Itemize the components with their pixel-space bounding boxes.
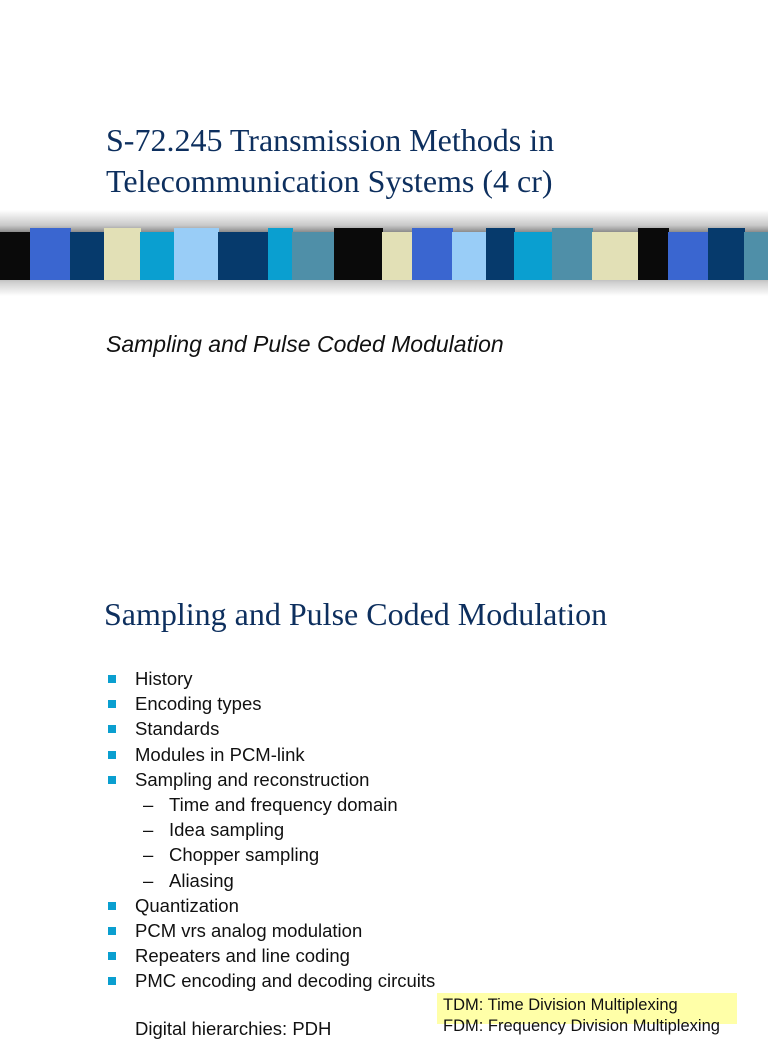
sub-bullet-item [106, 842, 436, 867]
abbreviation-note [437, 993, 737, 1035]
band-stripe [708, 228, 745, 280]
band-stripe [744, 232, 768, 280]
band-stripe [218, 232, 269, 280]
slide-title-line-1: S-72.245 Transmission Methods in [106, 122, 555, 158]
bullet-item [106, 968, 436, 993]
bullet-item [106, 918, 436, 943]
note-line-tdm: TDM: Time Division Multiplexing [443, 996, 678, 1014]
slide-subtitle: Sampling and Pulse Coded Modulation [106, 331, 504, 357]
square-bullet-icon [108, 700, 116, 708]
band-stripe [268, 228, 293, 280]
band-stripe [174, 228, 219, 280]
bullet-text: Modules in PCM-link [135, 743, 305, 765]
slide2-title: Sampling and Pulse Coded Modulation [104, 596, 608, 632]
bullet-text: Chopper sampling [169, 844, 320, 866]
band-stripe [668, 232, 709, 280]
bullet-item [106, 742, 436, 767]
band-stripe [638, 228, 669, 280]
square-bullet-icon [108, 927, 116, 935]
sub-bullet-item [106, 817, 436, 842]
band-stripe [0, 232, 31, 280]
cut-off-bullet-text: Digital hierarchies: PDH [135, 1018, 332, 1039]
square-bullet-icon [108, 776, 116, 784]
sub-bullet-item [106, 792, 436, 817]
square-bullet-icon [108, 725, 116, 733]
color-band-stripes [0, 226, 768, 286]
band-stripe [552, 228, 593, 280]
bullet-text: Encoding types [135, 693, 262, 715]
square-bullet-icon [108, 977, 116, 985]
band-stripe [452, 232, 487, 280]
bullet-item [106, 767, 436, 792]
square-bullet-icon [108, 751, 116, 759]
band-stripe [140, 232, 175, 280]
band-stripe [70, 232, 105, 280]
bullet-text: Quantization [135, 894, 239, 916]
decorative-band [0, 210, 768, 296]
bullet-text: Standards [135, 718, 220, 740]
bullet-item [106, 943, 436, 968]
cut-off-bullet [106, 1016, 436, 1039]
bullet-text: PCM vrs analog modulation [135, 920, 363, 942]
sub-bullet-item [106, 868, 436, 893]
bullet-text: Time and frequency domain [169, 794, 398, 816]
bullet-text: Sampling and reconstruction [135, 768, 370, 790]
dash-bullet-icon: – [143, 869, 154, 891]
bullet-item [106, 691, 436, 716]
dash-bullet-icon: – [143, 819, 154, 841]
bullet-text: History [135, 668, 193, 689]
band-stripe [592, 232, 639, 280]
slide-title [106, 120, 746, 202]
band-stripe [334, 228, 383, 280]
band-stripe [292, 232, 335, 280]
band-stripe [486, 228, 515, 280]
bullet-list [106, 666, 436, 994]
band-stripe [104, 228, 141, 280]
bullet-text: PMC encoding and decoding circuits [135, 970, 436, 992]
dash-bullet-icon: – [143, 794, 154, 816]
note-line-fdm: FDM: Frequency Division Multiplexing [443, 1017, 720, 1035]
bullet-item [106, 893, 436, 918]
square-bullet-icon [108, 952, 116, 960]
band-stripe [382, 232, 413, 280]
square-bullet-icon [108, 902, 116, 910]
bullet-item [106, 666, 436, 691]
band-stripe [412, 228, 453, 280]
bullet-text: Idea sampling [169, 819, 285, 841]
bullet-text: Repeaters and line coding [135, 945, 350, 967]
band-stripe [514, 232, 553, 280]
bullet-item [106, 716, 436, 741]
slide-title-line-2: Telecommunication Systems (4 cr) [106, 163, 553, 199]
dash-bullet-icon: – [143, 844, 154, 866]
square-bullet-icon [108, 675, 116, 683]
band-stripe [30, 228, 71, 280]
bullet-text: Aliasing [169, 869, 234, 891]
